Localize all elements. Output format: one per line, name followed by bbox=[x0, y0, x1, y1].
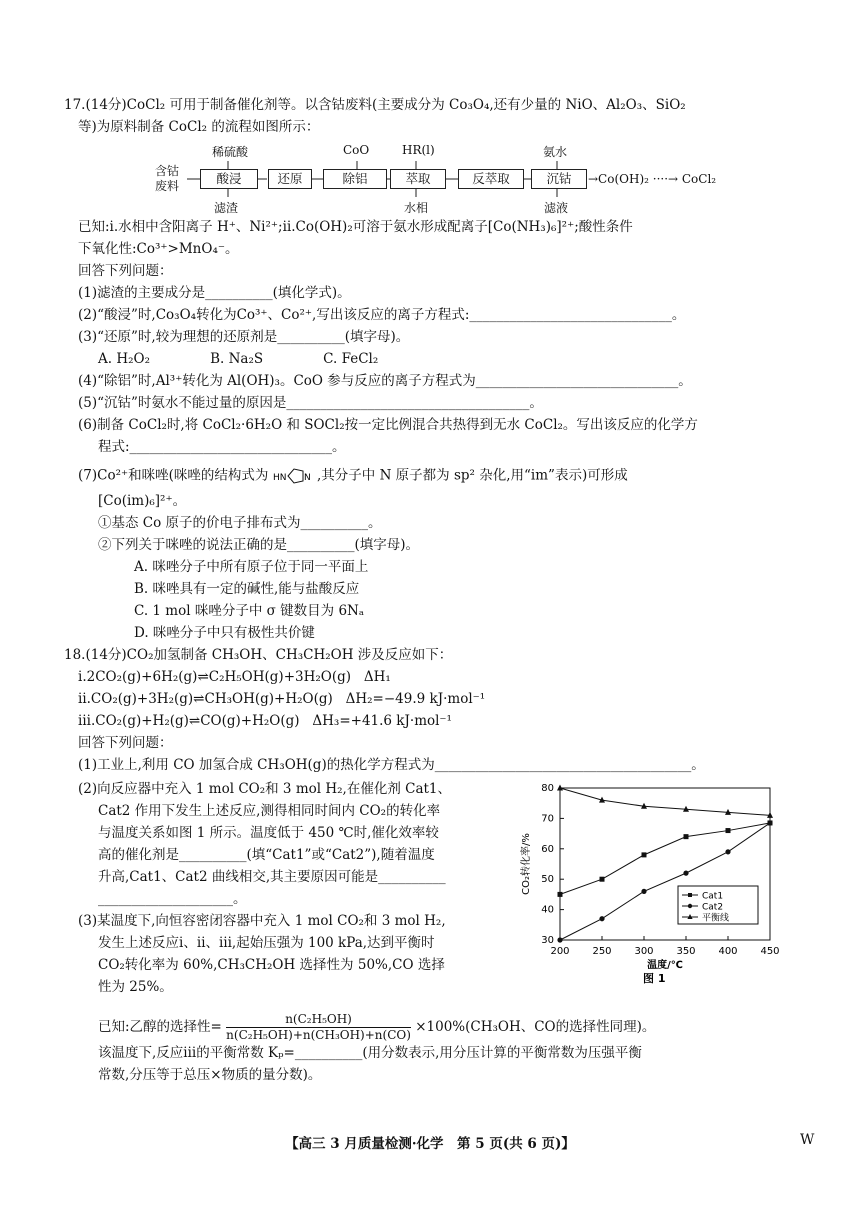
y-axis-label: CO₂转化率/% bbox=[521, 833, 532, 895]
q17-part7-a bbox=[78, 466, 628, 486]
point-0-3 bbox=[684, 834, 689, 839]
q17-part7-2: ②下列关于咪唑的说法正确的是__________(填字母)。 bbox=[98, 537, 420, 553]
selectivity-fraction bbox=[226, 1012, 411, 1043]
q17-option-c: C. 1 mol 咪唑分子中 σ 键数目为 6Nₐ bbox=[134, 603, 365, 619]
svg-text:HN: HN bbox=[272, 473, 287, 483]
q18-reaction-2: ⅱ.CO₂(g)+3H₂(g)⇌CH₃OH(g)+H₂O(g) ΔH₂=−49.9 kJ·mol⁻¹ bbox=[78, 691, 486, 707]
flow-start: 含钴 废料 bbox=[155, 164, 180, 193]
x-axis-label: 温度/℃ bbox=[647, 960, 683, 971]
q17-part3-options: A. H₂O₂ B. Na₂S C. FeCl₂ bbox=[98, 351, 379, 367]
q18-part3-c: CO₂转化率为 60%,CH₃CH₂OH 选择性为 50%,CO 选择 bbox=[98, 957, 445, 973]
flow-box-back-extract: 反萃取 bbox=[458, 169, 524, 189]
q17-part2: (2)“酸浸”时,Co₃O₄转化为Co³⁺、Co²⁺,写出该反应的离子方程式:______________________________。 bbox=[78, 307, 686, 323]
q17-part5: (5)“沉钴”时氨水不能过量的原因是____________________________________。 bbox=[78, 395, 543, 411]
flow-box-acid-leach: 酸浸 bbox=[200, 169, 258, 189]
point-1-3 bbox=[683, 871, 688, 876]
q18-part2-b: Cat2 作用下发生上述反应,测得相同时间内 CO₂的转化率 bbox=[98, 803, 441, 819]
y-tick-label-5: 80 bbox=[541, 783, 554, 794]
flow-above-2: CoO bbox=[343, 143, 370, 157]
flow-above-1: 稀硫酸 bbox=[212, 145, 249, 159]
q17-part6-b: 程式:______________________________。 bbox=[98, 439, 346, 455]
q18-part3-d: 性为 25%。 bbox=[98, 979, 173, 995]
legend-label-1: Cat2 bbox=[702, 902, 724, 913]
q18-kp-2: 常数,分压等于总压×物质的量分数)。 bbox=[98, 1067, 322, 1083]
flow-box-reduce: 还原 bbox=[268, 169, 312, 189]
q17-part7-c: [Co(im)₆]²⁺。 bbox=[98, 493, 187, 509]
q18-part2-c: 与温度关系如图 1 所示。温度低于 450 ℃时,催化效率较 bbox=[98, 825, 439, 841]
series-line-2 bbox=[560, 788, 770, 815]
flow-box-remove-al: 除铝 bbox=[323, 169, 387, 189]
legend-label-0: Cat1 bbox=[702, 891, 724, 902]
x-tick-label-1: 250 bbox=[592, 946, 612, 957]
y-tick-label-2: 50 bbox=[541, 874, 554, 886]
flow-box-extract: 萃取 bbox=[390, 169, 446, 189]
q18-line1: 18.(14分)CO₂加氢制备 CH₃OH、CH₃CH₂OH 涉及反应如下： bbox=[64, 647, 453, 663]
legend-marker-0 bbox=[688, 893, 692, 897]
y-tick-label-3: 60 bbox=[541, 843, 554, 855]
series-line-0 bbox=[560, 823, 770, 894]
imidazole-structure-icon bbox=[273, 466, 313, 486]
selectivity-suffix: ×100%(CH₃OH、CO的选择性同理)。 bbox=[415, 1019, 656, 1035]
q17-line2: 等)为原料制备 CoCl₂ 的流程如图所示： bbox=[78, 119, 320, 135]
q18-part3-a: (3)某温度下,向恒容密闭容器中充入 1 mol CO₂和 3 mol H₂, bbox=[78, 913, 446, 929]
q18-part2-e: 升高,Cat1、Cat2 曲线相交,其主要原因可能是__________ bbox=[98, 869, 446, 885]
legend-label-2: 平衡线 bbox=[702, 913, 730, 924]
q18-part2-f: ____________________。 bbox=[98, 891, 247, 907]
flow-below-1: 滤渣 bbox=[214, 201, 239, 215]
point-1-4 bbox=[725, 849, 730, 854]
selectivity-formula bbox=[98, 1012, 655, 1043]
point-1-5 bbox=[767, 820, 772, 825]
q17-part3: (3)“还原”时,较为理想的还原剂是__________(填字母)。 bbox=[78, 329, 410, 345]
q17-ask: 回答下列问题： bbox=[78, 263, 173, 279]
selectivity-numerator: n(C₂H₅OH) bbox=[285, 1012, 352, 1026]
q17-part7-a-text: (7)Co²⁺和咪唑(咪唑的结构式为 bbox=[78, 467, 269, 484]
selectivity-prefix: 已知:乙醇的选择性= bbox=[98, 1019, 222, 1035]
q18-kp-1: 该温度下,反应ⅲ的平衡常数 Kₚ=__________(用分数表示,用分压计算的平衡常数为压强平衡 bbox=[98, 1045, 642, 1061]
point-0-0 bbox=[558, 892, 563, 897]
corner-mark: W bbox=[800, 1132, 815, 1148]
x-tick-label-4: 400 bbox=[718, 946, 738, 957]
q17-option-a: A. 咪唑分子中所有原子位于同一平面上 bbox=[134, 559, 369, 575]
q18-part2-d: 高的催化剂是__________(填“Cat1”或“Cat2”),随着温度 bbox=[98, 847, 435, 863]
svg-text:N: N bbox=[303, 473, 311, 483]
q18-reaction-3: ⅲ.CO₂(g)+H₂(g)⇌CO(g)+H₂O(g) ΔH₃=+41.6 kJ·mol⁻¹ bbox=[78, 713, 452, 729]
legend-marker-1 bbox=[688, 904, 692, 908]
figure-1-chart bbox=[515, 780, 780, 1000]
x-tick-label-5: 450 bbox=[760, 946, 780, 957]
q17-part7-b-text: ,其分子中 N 原子都为 sp² 杂化,用“im”表示)可形成 bbox=[316, 467, 628, 484]
q18-part3-b: 发生上述反应ⅰ、ⅱ、ⅲ,起始压强为 100 kPa,达到平衡时 bbox=[98, 935, 435, 951]
page-footer: 【高三 3 月质量检测·化学 第 5 页(共 6 页)】 bbox=[285, 1136, 575, 1152]
point-1-1 bbox=[599, 916, 604, 921]
q17-known-1: 已知:ⅰ.水相中含阳离子 H⁺、Ni²⁺;ⅱ.Co(OH)₂可溶于氨水形成配离子[Co(NH₃)₆]²⁺;酸性条件 bbox=[78, 219, 633, 235]
q18-reaction-1: ⅰ.2CO₂(g)+6H₂(g)⇌C₂H₅OH(g)+3H₂O(g) ΔH₁ bbox=[78, 669, 391, 685]
flow-below-2: 水相 bbox=[404, 201, 429, 215]
q17-part4: (4)“除铝”时,Al³⁺转化为 Al(OH)₃。CoO 参与反应的离子方程式为______________________________。 bbox=[78, 373, 692, 389]
flow-tail: →Co(OH)₂ ····→ CoCl₂ bbox=[588, 172, 717, 186]
point-1-2 bbox=[641, 889, 646, 894]
y-tick-label-4: 70 bbox=[541, 813, 554, 825]
point-0-4 bbox=[726, 828, 731, 833]
q17-line1: 17.(14分)CoCl₂ 可用于制备催化剂等。以含钴废料(主要成分为 Co₃O₄,还有少量的 NiO、Al₂O₃、SiO₂ bbox=[64, 97, 686, 113]
x-tick-label-0: 200 bbox=[550, 946, 570, 957]
y-tick-label-1: 40 bbox=[541, 904, 554, 916]
chart-svg bbox=[515, 780, 780, 1000]
point-1-0 bbox=[557, 937, 562, 942]
q17-option-b: B. 咪唑具有一定的碱性,能与盐酸反应 bbox=[134, 581, 360, 597]
point-0-2 bbox=[642, 852, 647, 857]
flow-above-3: HR(l) bbox=[402, 143, 435, 157]
q17-part1: (1)滤渣的主要成分是__________(填化学式)。 bbox=[78, 285, 351, 301]
selectivity-denominator: n(C₂H₅OH)+n(CH₃OH)+n(CO) bbox=[226, 1028, 411, 1042]
flow-above-4: 氨水 bbox=[543, 145, 568, 159]
q17-option-d: D. 咪唑分子中只有极性共价键 bbox=[134, 625, 315, 641]
flow-box-precipitate: 沉钴 bbox=[531, 169, 587, 189]
q18-part2-a: (2)向反应器中充入 1 mol CO₂和 3 mol H₂,在催化剂 Cat1、 bbox=[78, 781, 452, 797]
y-tick-label-0: 30 bbox=[541, 935, 554, 946]
q17-known-2: 下氧化性:Co³⁺>MnO₄⁻。 bbox=[78, 241, 239, 257]
x-tick-label-3: 350 bbox=[676, 946, 696, 957]
point-0-1 bbox=[600, 877, 605, 882]
q17-part6-a: (6)制备 CoCl₂时,将 CoCl₂·6H₂O 和 SOCl₂按一定比例混合共热得到无水 CoCl₂。写出该反应的化学方 bbox=[78, 417, 698, 433]
q18-ask: 回答下列问题： bbox=[78, 735, 173, 751]
x-tick-label-2: 300 bbox=[634, 946, 654, 957]
figure-caption: 图 1 bbox=[643, 972, 666, 985]
flow-below-3: 滤液 bbox=[544, 201, 569, 215]
q18-part1: (1)工业上,利用 CO 加氢合成 CH₃OH(g)的热化学方程式为______________________________________。 bbox=[78, 757, 705, 773]
q17-part7-1: ①基态 Co 原子的价电子排布式为__________。 bbox=[98, 515, 382, 531]
